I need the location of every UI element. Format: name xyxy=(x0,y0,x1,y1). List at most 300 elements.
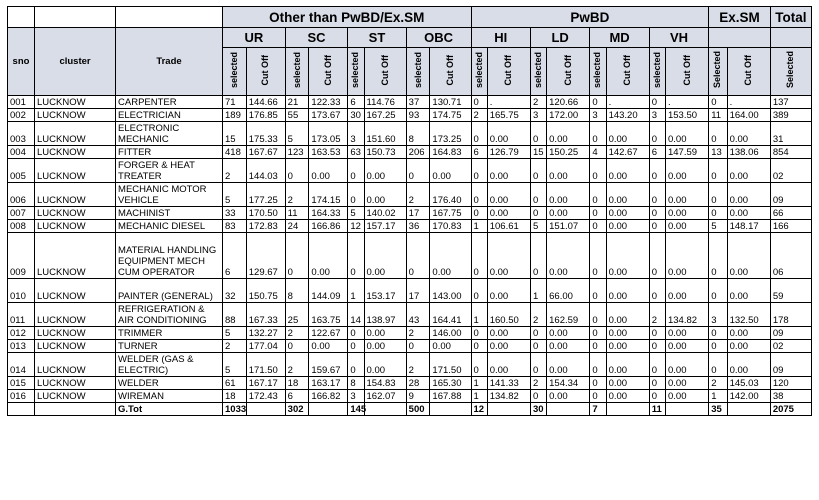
cell-selected: 0 xyxy=(709,327,727,340)
cell-selected: 38 xyxy=(770,390,811,403)
cell-cutoff: 0.00 xyxy=(547,353,590,377)
cell-cutoff: 0.00 xyxy=(665,207,708,220)
cell-selected: 0 xyxy=(471,279,487,303)
cell-cutoff: 146.00 xyxy=(430,327,471,340)
cell-cluster: LUCKNOW xyxy=(35,207,116,220)
table-row xyxy=(8,220,812,233)
table-row xyxy=(8,377,812,390)
cell-cutoff: 159.67 xyxy=(309,353,348,377)
cell-cutoff: 132.27 xyxy=(246,327,285,340)
subheader-selected-text: selected xyxy=(350,51,361,89)
cell-selected: 0 xyxy=(530,183,546,207)
header-sno: sno xyxy=(8,28,35,96)
cell-selected: 5 xyxy=(223,183,247,207)
cell-selected: 0 xyxy=(590,159,606,183)
cell-trade: TURNER xyxy=(116,340,223,353)
cell-selected: 0 xyxy=(348,353,364,377)
grand-total-label: G.Tot xyxy=(116,403,223,416)
table-row xyxy=(8,303,812,327)
cell-selected: 0 xyxy=(590,327,606,340)
cell-cutoff: 164.00 xyxy=(727,109,770,122)
cell-cutoff: 147.59 xyxy=(665,146,708,159)
cell-selected: 0 xyxy=(406,159,430,183)
cell-cutoff: 0.00 xyxy=(606,303,649,327)
cell-selected: 2 xyxy=(285,183,309,207)
cell-cutoff: 0.00 xyxy=(547,340,590,353)
cell-cutoff: 142.00 xyxy=(727,390,770,403)
cell-selected: 09 xyxy=(770,327,811,340)
cell-cutoff: 165.30 xyxy=(430,377,471,390)
cell-selected: 2 xyxy=(530,303,546,327)
cell-selected: 6 xyxy=(348,96,364,109)
cell-cutoff: 0.00 xyxy=(430,233,471,279)
cell-cluster: LUCKNOW xyxy=(35,327,116,340)
cell-selected: 0 xyxy=(590,353,606,377)
table-row xyxy=(8,146,812,159)
cell-cutoff: 151.07 xyxy=(547,220,590,233)
table-row xyxy=(8,96,812,109)
group-header-general: Other than PwBD/Ex.SM xyxy=(223,7,472,28)
cell-cutoff: 165.75 xyxy=(487,109,530,122)
cell-cutoff: 0.00 xyxy=(547,327,590,340)
cell-cluster: LUCKNOW xyxy=(35,279,116,303)
cell-cluster: LUCKNOW xyxy=(35,303,116,327)
cell-cutoff: 0.00 xyxy=(727,122,770,146)
cell-cutoff: 0.00 xyxy=(606,207,649,220)
cell-cutoff: 170.83 xyxy=(430,220,471,233)
cell-cluster: LUCKNOW xyxy=(35,109,116,122)
cell-selected: 11 xyxy=(285,207,309,220)
grand-total-value xyxy=(606,403,649,416)
cell-sno: 010 xyxy=(8,279,35,303)
cell-cutoff: 0.00 xyxy=(364,327,406,340)
cell-selected: 3 xyxy=(348,122,364,146)
table-row xyxy=(8,183,812,207)
results-table xyxy=(7,6,812,416)
cell-cutoff: 138.97 xyxy=(364,303,406,327)
cell-selected: 0 xyxy=(530,390,546,403)
subheader-selected xyxy=(471,48,487,96)
cell-selected: 09 xyxy=(770,353,811,377)
cell-selected: 6 xyxy=(649,146,665,159)
cell-cutoff: 114.76 xyxy=(364,96,406,109)
cell-selected: 2 xyxy=(285,353,309,377)
grand-total-value xyxy=(487,403,530,416)
cell-selected: 6 xyxy=(471,146,487,159)
cell-sno: 004 xyxy=(8,146,35,159)
cell-selected: 0 xyxy=(709,233,727,279)
cell-cutoff: 0.00 xyxy=(606,159,649,183)
cell-selected: 0 xyxy=(285,159,309,183)
cell-cutoff: 0.00 xyxy=(364,183,406,207)
cell-cutoff: 0.00 xyxy=(606,340,649,353)
cell-cutoff: 151.60 xyxy=(364,122,406,146)
cell-selected: 2 xyxy=(709,377,727,390)
cell-selected: 2 xyxy=(406,353,430,377)
cell-cluster: LUCKNOW xyxy=(35,390,116,403)
cell-selected: 43 xyxy=(406,303,430,327)
group-header-exsm: Ex.SM xyxy=(709,7,771,28)
grand-total-value xyxy=(309,403,348,416)
cell-selected: 0 xyxy=(530,159,546,183)
cell-cutoff: 66.00 xyxy=(547,279,590,303)
cell-cutoff: 173.05 xyxy=(309,122,348,146)
grand-total-value: 145 xyxy=(348,403,364,416)
cell-cutoff: 0.00 xyxy=(547,390,590,403)
subheader-cutoff xyxy=(309,48,348,96)
cell-cutoff: 0.00 xyxy=(487,353,530,377)
table-row xyxy=(8,109,812,122)
grand-total-value xyxy=(364,403,406,416)
cell-selected: 0 xyxy=(530,327,546,340)
cell-selected: 0 xyxy=(471,340,487,353)
cell-selected: 30 xyxy=(348,109,364,122)
cell-cutoff: 160.50 xyxy=(487,303,530,327)
cell-selected: 120 xyxy=(770,377,811,390)
cell-cutoff: . xyxy=(487,96,530,109)
cell-cutoff: 154.83 xyxy=(364,377,406,390)
subheader-cutoff xyxy=(364,48,406,96)
grand-total-value xyxy=(430,403,471,416)
cell-selected: 1 xyxy=(348,279,364,303)
cell-cutoff: 0.00 xyxy=(606,122,649,146)
cell-cutoff: 0.00 xyxy=(309,340,348,353)
category-header-md: MD xyxy=(590,28,649,48)
grand-total-value: 12 xyxy=(471,403,487,416)
cell-cutoff: 0.00 xyxy=(487,327,530,340)
cell-selected: 3 xyxy=(709,303,727,327)
cell-cutoff: 0.00 xyxy=(487,279,530,303)
subheader-selected-text: selected xyxy=(592,51,603,89)
cell-cutoff: 0.00 xyxy=(547,159,590,183)
table-row xyxy=(8,279,812,303)
cell-cutoff: 176.40 xyxy=(430,183,471,207)
cell-selected: 93 xyxy=(406,109,430,122)
header-trade: Trade xyxy=(116,28,223,96)
subheader-selected-text: selected xyxy=(291,51,302,89)
subheader-cutoff xyxy=(246,48,285,96)
cell-selected: 2 xyxy=(530,96,546,109)
cell-cutoff: 154.34 xyxy=(547,377,590,390)
cell-selected: 0 xyxy=(348,233,364,279)
cell-cutoff: 0.00 xyxy=(487,122,530,146)
cell-cutoff: 174.75 xyxy=(430,109,471,122)
cell-selected: 2 xyxy=(530,377,546,390)
cell-selected: 5 xyxy=(709,220,727,233)
cell-cutoff: 0.00 xyxy=(727,279,770,303)
cell-cutoff: 0.00 xyxy=(364,233,406,279)
cell-cutoff: 144.03 xyxy=(246,159,285,183)
cell-blank xyxy=(35,403,116,416)
cell-selected: 137 xyxy=(770,96,811,109)
cell-cutoff: 163.17 xyxy=(309,377,348,390)
cell-cluster: LUCKNOW xyxy=(35,377,116,390)
grand-total-value: 35 xyxy=(709,403,727,416)
cell-selected: 06 xyxy=(770,233,811,279)
cell-selected: 37 xyxy=(406,96,430,109)
cell-selected: 0 xyxy=(406,233,430,279)
cell-cutoff: 150.75 xyxy=(246,279,285,303)
cell-cutoff: 130.71 xyxy=(430,96,471,109)
cell-selected: 02 xyxy=(770,159,811,183)
cell-cutoff: 129.67 xyxy=(246,233,285,279)
cell-selected: 166 xyxy=(770,220,811,233)
category-header-vh: VH xyxy=(649,28,708,48)
table-row xyxy=(8,159,812,183)
cell-selected: 0 xyxy=(590,303,606,327)
cell-selected: 0 xyxy=(709,183,727,207)
cell-trade: ELECTRONIC MECHANIC xyxy=(116,122,223,146)
cell-cutoff: 0.00 xyxy=(430,340,471,353)
cell-cutoff: 106.61 xyxy=(487,220,530,233)
cell-selected: 0 xyxy=(649,377,665,390)
cell-selected: 0 xyxy=(649,122,665,146)
cell-cutoff: 172.00 xyxy=(547,109,590,122)
cell-selected: 0 xyxy=(649,183,665,207)
cell-cutoff: 167.17 xyxy=(246,377,285,390)
subheader-cutoff-text: Cut Off xyxy=(622,54,633,86)
cell-sno: 012 xyxy=(8,327,35,340)
cell-selected: 21 xyxy=(285,96,309,109)
cell-cutoff: 163.53 xyxy=(309,146,348,159)
cell-selected: 2 xyxy=(223,340,247,353)
cell-cutoff: 143.20 xyxy=(606,109,649,122)
table-row xyxy=(8,122,812,146)
cell-cutoff: 0.00 xyxy=(547,207,590,220)
cell-selected: 0 xyxy=(590,220,606,233)
cell-sno: 001 xyxy=(8,96,35,109)
table-row xyxy=(8,390,812,403)
cell-cutoff: 164.33 xyxy=(309,207,348,220)
category-header-st: ST xyxy=(348,28,406,48)
cell-selected: 0 xyxy=(649,327,665,340)
cell-cutoff: 153.50 xyxy=(665,109,708,122)
cell-trade: FITTER xyxy=(116,146,223,159)
subheader-cutoff xyxy=(430,48,471,96)
cell-selected: 2 xyxy=(406,183,430,207)
cell-selected: 0 xyxy=(348,340,364,353)
cell-selected: 0 xyxy=(649,159,665,183)
cell-cutoff: 122.33 xyxy=(309,96,348,109)
cell-cluster: LUCKNOW xyxy=(35,233,116,279)
cell-cutoff: 0.00 xyxy=(606,233,649,279)
cell-selected: 24 xyxy=(285,220,309,233)
subheader-exsm-cutoff xyxy=(727,48,770,96)
cell-selected: 0 xyxy=(649,207,665,220)
cell-selected: 0 xyxy=(471,327,487,340)
cell-trade: MECHANIC DIESEL xyxy=(116,220,223,233)
cell-cutoff: 0.00 xyxy=(606,377,649,390)
cell-selected: 0 xyxy=(348,159,364,183)
cell-selected: 1 xyxy=(530,279,546,303)
cell-sno: 002 xyxy=(8,109,35,122)
cell-selected: 0 xyxy=(590,122,606,146)
cell-selected: 3 xyxy=(530,109,546,122)
grand-total-value: 500 xyxy=(406,403,430,416)
cell-trade: FORGER & HEAT TREATER xyxy=(116,159,223,183)
cell-cutoff: 0.00 xyxy=(487,340,530,353)
cell-cutoff: 174.15 xyxy=(309,183,348,207)
cell-cutoff: 0.00 xyxy=(606,279,649,303)
cell-cutoff: 0.00 xyxy=(364,353,406,377)
cell-selected: 02 xyxy=(770,340,811,353)
cell-cutoff: 0.00 xyxy=(727,207,770,220)
cell-cutoff: 177.04 xyxy=(246,340,285,353)
table-row xyxy=(8,353,812,377)
cell-selected: 0 xyxy=(406,340,430,353)
cell-trade: MECHANIC MOTOR VEHICLE xyxy=(116,183,223,207)
cell-selected: 8 xyxy=(285,279,309,303)
subheader-total-selected xyxy=(770,48,811,96)
grand-total-value: 302 xyxy=(285,403,309,416)
cell-cutoff: 0.00 xyxy=(309,233,348,279)
subheader-cutoff xyxy=(665,48,708,96)
grand-total-value: 1033 xyxy=(223,403,247,416)
grand-total-value: 2075 xyxy=(770,403,811,416)
subheader-selected xyxy=(406,48,430,96)
cell-cutoff: 0.00 xyxy=(727,233,770,279)
cell-selected: 0 xyxy=(285,233,309,279)
cell-cluster: LUCKNOW xyxy=(35,220,116,233)
cell-cutoff: 0.00 xyxy=(547,183,590,207)
cell-cutoff: 126.79 xyxy=(487,146,530,159)
cell-cutoff: 150.25 xyxy=(547,146,590,159)
cell-selected: 0 xyxy=(530,233,546,279)
cell-selected: 0 xyxy=(530,207,546,220)
cell-cutoff: 176.85 xyxy=(246,109,285,122)
cell-selected: 0 xyxy=(649,353,665,377)
cell-selected: 15 xyxy=(530,146,546,159)
cell-selected: 32 xyxy=(223,279,247,303)
cell-cutoff: 173.25 xyxy=(430,122,471,146)
cell-selected: 83 xyxy=(223,220,247,233)
cell-cluster: LUCKNOW xyxy=(35,146,116,159)
cell-cluster: LUCKNOW xyxy=(35,353,116,377)
cell-sno: 011 xyxy=(8,303,35,327)
cell-selected: 3 xyxy=(590,109,606,122)
cell-cutoff: 162.07 xyxy=(364,390,406,403)
cell-cluster: LUCKNOW xyxy=(35,340,116,353)
cell-selected: 0 xyxy=(709,279,727,303)
cell-selected: 0 xyxy=(471,207,487,220)
cell-selected: 0 xyxy=(348,183,364,207)
cell-selected: 8 xyxy=(406,122,430,146)
cell-selected: 71 xyxy=(223,96,247,109)
cell-selected: 36 xyxy=(406,220,430,233)
subheader-selected xyxy=(348,48,364,96)
cell-selected: 13 xyxy=(709,146,727,159)
cell-selected: 8 xyxy=(348,377,364,390)
cell-cutoff: 170.50 xyxy=(246,207,285,220)
cell-cutoff: 164.83 xyxy=(430,146,471,159)
cell-cutoff: 0.00 xyxy=(665,220,708,233)
cell-selected: 0 xyxy=(471,122,487,146)
cell-selected: 18 xyxy=(285,377,309,390)
cell-cutoff: 0.00 xyxy=(665,122,708,146)
cell-selected: 2 xyxy=(223,159,247,183)
subheader-selected xyxy=(590,48,606,96)
cell-selected: 88 xyxy=(223,303,247,327)
cell-cutoff: 0.00 xyxy=(606,327,649,340)
cell-cutoff: 172.83 xyxy=(246,220,285,233)
cell-selected: 0 xyxy=(590,207,606,220)
cell-selected: 178 xyxy=(770,303,811,327)
cell-trade: REFRIGERATION & AIR CONDITIONING xyxy=(116,303,223,327)
cell-selected: 0 xyxy=(649,390,665,403)
cell-cutoff: . xyxy=(665,96,708,109)
cell-cutoff: 140.02 xyxy=(364,207,406,220)
cell-cutoff: 0.00 xyxy=(606,220,649,233)
cell-cutoff: 167.25 xyxy=(364,109,406,122)
subheader-selected-text: selected xyxy=(412,51,423,89)
subheader-cutoff xyxy=(547,48,590,96)
cell-selected: 15 xyxy=(223,122,247,146)
cell-selected: 18 xyxy=(223,390,247,403)
cell-selected: 0 xyxy=(590,96,606,109)
cell-selected: 5 xyxy=(223,353,247,377)
cell-cutoff: 0.00 xyxy=(606,353,649,377)
cell-cutoff: 0.00 xyxy=(547,233,590,279)
cell-selected: 0 xyxy=(590,183,606,207)
cell-selected: 0 xyxy=(471,233,487,279)
cell-cutoff: 166.86 xyxy=(309,220,348,233)
cell-cutoff: 0.00 xyxy=(487,183,530,207)
cell-selected: 0 xyxy=(649,340,665,353)
cell-sno: 007 xyxy=(8,207,35,220)
cell-selected: 0 xyxy=(590,377,606,390)
subheader-selected-text: selected xyxy=(228,51,239,89)
cell-cutoff: 148.17 xyxy=(727,220,770,233)
cell-selected: 9 xyxy=(406,390,430,403)
cell-cutoff: 0.00 xyxy=(665,353,708,377)
cell-cutoff: 167.75 xyxy=(430,207,471,220)
cell-selected: 59 xyxy=(770,279,811,303)
cell-selected: 0 xyxy=(530,340,546,353)
cell-selected: 5 xyxy=(285,122,309,146)
cell-trade: CARPENTER xyxy=(116,96,223,109)
cell-selected: 854 xyxy=(770,146,811,159)
cell-blank xyxy=(8,403,35,416)
cell-selected: 0 xyxy=(709,207,727,220)
grand-total-value xyxy=(547,403,590,416)
grand-total-value xyxy=(665,403,708,416)
cell-selected: 11 xyxy=(709,109,727,122)
category-header-ur: UR xyxy=(223,28,286,48)
cell-selected: 28 xyxy=(406,377,430,390)
cell-cutoff: 0.00 xyxy=(727,159,770,183)
cell-cutoff: 0.00 xyxy=(487,207,530,220)
cell-selected: 3 xyxy=(348,390,364,403)
subheader-selected xyxy=(285,48,309,96)
subheader-cutoff-text: Cut Off xyxy=(322,54,333,86)
cell-sno: 015 xyxy=(8,377,35,390)
cell-cutoff: 134.82 xyxy=(487,390,530,403)
cell-selected: 55 xyxy=(285,109,309,122)
cell-sno: 005 xyxy=(8,159,35,183)
subheader-exsm-selected xyxy=(709,48,727,96)
cell-trade: PAINTER (GENERAL) xyxy=(116,279,223,303)
cell-selected: 0 xyxy=(471,183,487,207)
cell-selected: 0 xyxy=(590,390,606,403)
cell-selected: 63 xyxy=(348,146,364,159)
cell-cutoff: 138.06 xyxy=(727,146,770,159)
cell-cluster: LUCKNOW xyxy=(35,159,116,183)
cell-cutoff: 0.00 xyxy=(364,340,406,353)
cell-sno: 016 xyxy=(8,390,35,403)
cell-selected: 0 xyxy=(590,233,606,279)
subheader-cutoff-text: Cut Off xyxy=(562,54,573,86)
cell-selected: 0 xyxy=(709,340,727,353)
